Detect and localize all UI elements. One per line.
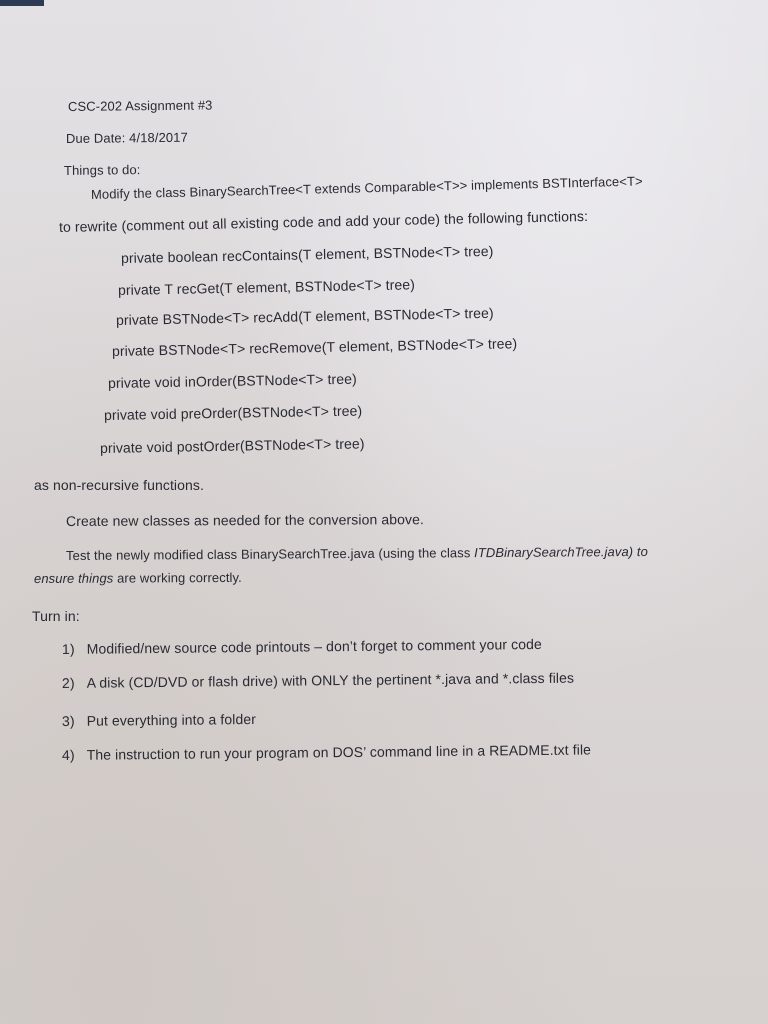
function-item: private BSTNode<T> recRemove(T element, BSTNode<T> tree) bbox=[111, 335, 518, 359]
due-date: Due Date: 4/18/2017 bbox=[65, 129, 188, 146]
turn-in-item bbox=[62, 710, 256, 730]
function-item: private boolean recContains(T element, BSTNode<T> tree) bbox=[120, 242, 494, 266]
test-class-name: ITDBinarySearchTree.java) to bbox=[474, 543, 648, 561]
turn-in-item bbox=[62, 669, 574, 692]
turn-in-item bbox=[62, 635, 542, 658]
item-text: Put everything into a folder bbox=[86, 710, 257, 729]
item-number: 2) bbox=[61, 674, 75, 691]
function-item: private T recGet(T element, BSTNode<T> tree) bbox=[117, 276, 416, 298]
ensure-things-text: ensure things bbox=[33, 570, 114, 586]
item-number: 4) bbox=[61, 746, 75, 763]
photo-corner-edge bbox=[0, 0, 44, 6]
course-title: CSC-202 Assignment #3 bbox=[67, 97, 213, 114]
create-classes-instruction: Create new classes as needed for the conversion above. bbox=[65, 511, 424, 529]
item-number: 1) bbox=[61, 640, 75, 657]
item-text: The instruction to run your program on DOS’ command line in a README.txt file bbox=[86, 741, 592, 763]
item-text: A disk (CD/DVD or flash drive) with ONLY the pertinent *.java and *.class files bbox=[86, 669, 575, 691]
function-item: private void postOrder(BSTNode<T> tree) bbox=[99, 435, 365, 456]
non-recursive-note: as non-recursive functions. bbox=[34, 477, 205, 493]
test-instruction-text: Test the newly modified class BinarySearchTree.java (using the class bbox=[65, 545, 475, 563]
function-item: private void preOrder(BSTNode<T> tree) bbox=[103, 402, 363, 423]
function-item: private BSTNode<T> recAdd(T element, BSTNode<T> tree) bbox=[115, 304, 494, 328]
rewrite-instruction: to rewrite (comment out all existing code and add your code) the following functions: bbox=[58, 207, 589, 235]
modify-class-instruction: Modify the class BinarySearchTree<T extends Comparable<T>> implements BSTInterface<T> bbox=[90, 173, 643, 202]
test-instruction-line-2 bbox=[34, 569, 242, 588]
turn-in-item bbox=[62, 740, 591, 764]
things-to-do-label: Things to do: bbox=[63, 162, 141, 178]
turn-in-heading: Turn in: bbox=[32, 608, 80, 624]
working-correctly-text: are working correctly. bbox=[113, 569, 242, 586]
function-item: private void inOrder(BSTNode<T> tree) bbox=[107, 370, 357, 391]
test-instruction-line-1 bbox=[66, 543, 648, 565]
item-number: 3) bbox=[61, 712, 75, 729]
item-text: Modified/new source code printouts – don’t forget to comment your code bbox=[86, 635, 542, 657]
